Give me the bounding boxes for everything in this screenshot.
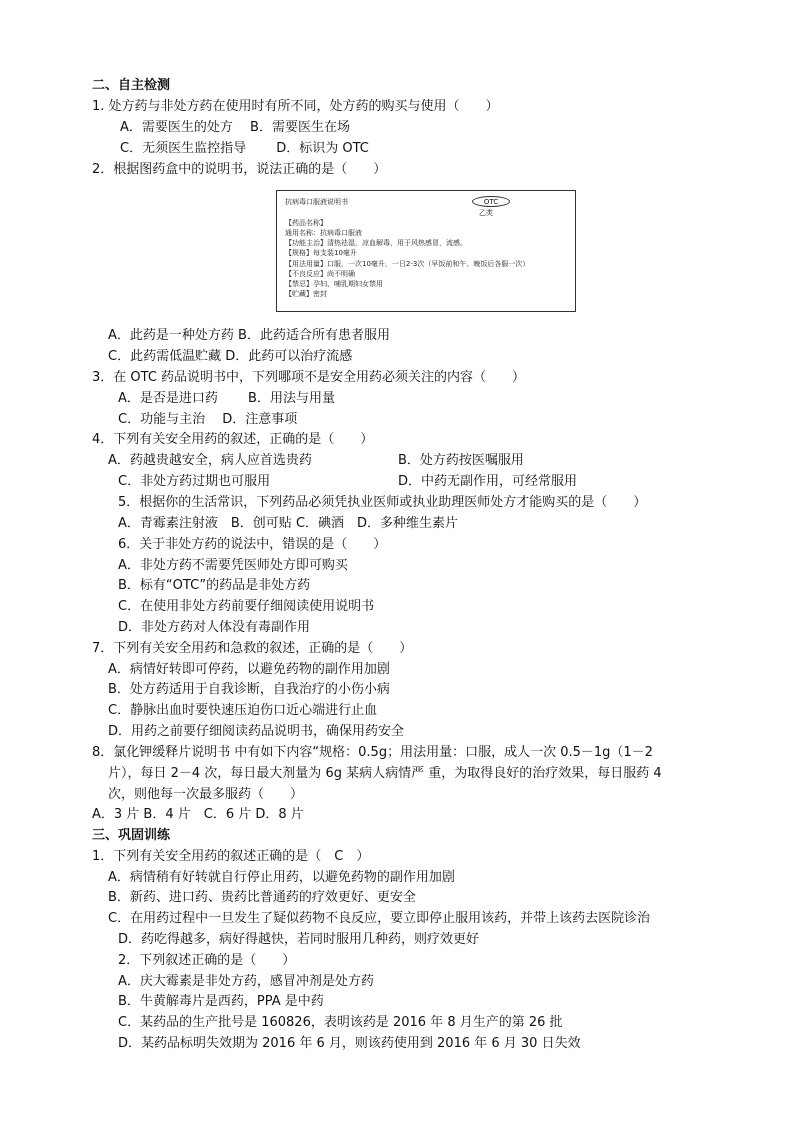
question-7-option-c: C．静脉出血时要快速压迫伤口近心端进行止血 [108,703,378,718]
question-1-options-cd: C．无须医生监控指导 D．标识为 OTC [120,141,369,156]
question-8-line-2: 片），每日 2－4 次，每日最大剂量为 6g 某病人病情严 重，为取得良好的治疗效果，每日服药 4 [108,766,662,781]
otc-mark: OTC [472,196,510,207]
question-7-stem: 7．下列有关安全用药和急救的叙述，正确的是（ ） [92,641,413,656]
question-3-options-cd: C．功能与主治 D．注意事项 [118,412,298,427]
question-4-option-a: A．药越贵越安全，病人应首选贵药 [108,453,312,468]
question-6-option-d: D．非处方药对人体没有毒副作用 [118,620,311,635]
question-4-stem: 4．下列有关安全用药的叙述，正确的是（ ） [92,432,374,447]
question-2-stem: 2．根据图药盒中的说明书，说法正确的是（ ） [92,162,387,177]
leaflet-line: 【功能主治】清热祛湿，凉血解毒，用于风热感冒，流感。 [285,239,467,247]
question-6-option-b: B．标有“OTC”的药品是非处方药 [118,578,311,593]
question-7-option-d: D．用药之前要仔细阅读药品说明书，确保用药安全 [108,724,405,739]
leaflet-line: 【药品名称】 [285,219,327,227]
question-2-options-cd: C．此药需低温贮藏 D．此药可以治疗流感 [108,349,353,364]
question-5-options: A．青霉素注射液 B．创可贴 C．碘酒 D．多种维生素片 [118,516,459,531]
question-4-option-c: C．非处方药过期也可服用 [118,474,271,489]
question-8-options: A．3 片 B．4 片 C．6 片 D．8 片 [92,807,304,822]
practice-2-option-d: D．某药品标明失效期为 2016 年 6 月，则该药使用到 2016 年 6 月 30 日失效 [118,1036,581,1051]
leaflet-line: 【规格】每支装10毫升 [285,249,357,257]
practice-1-option-a: A．病情稍有好转就自行停止用药，以避免药物的副作用加剧 [108,870,455,885]
practice-2-option-c: C．某药品的生产批号是 160826，表明该药是 2016 年 8 月生产的第 26 批 [118,1015,563,1030]
leaflet-line: 【禁忌】孕妇、哺乳期妇女禁用 [285,280,383,288]
leaflet-title: 抗病毒口服液说明书 [285,198,348,206]
question-6-option-a: A．非处方药不需要凭医师处方即可购买 [118,558,348,573]
practice-2-option-b: B．牛黄解毒片是西药，PPA 是中药 [118,994,324,1009]
question-5-stem: 5．根据你的生活常识，下列药品必须凭执业医师或执业助理医师处方才能购买的是（ ） [118,495,647,510]
question-3-stem: 3．在 OTC 药品说明书中，下列哪项不是安全用药必须关注的内容（ ） [92,370,526,385]
leaflet-line: 【不良反应】尚不明确 [285,270,355,278]
question-7-option-b: B．处方药适用于自我诊断，自我治疗的小伤小病 [108,682,390,697]
otc-class: 乙类 [479,209,493,217]
practice-2-stem: 2．下列叙述正确的是（ ） [118,953,296,968]
question-8-line-1: 8．氯化钾缓释片说明书 中有如下内容“规格：0.5g；用法用量：口服，成人一次 0.5－1g（1－2 [92,745,653,760]
question-2-options-ab: A．此药是一种处方药 B．此药适合所有患者服用 [108,328,390,343]
practice-2-option-a: A．庆大霉素是非处方药，感冒冲剂是处方药 [118,974,374,989]
question-1-options-ab: A．需要医生的处方 B．需要医生在场 [120,120,350,135]
question-1-stem: 1. 处方药与非处方药在使用时有所不同，处方药的购买与使用（ ） [92,99,499,114]
question-7-option-a: A．病情好转即可停药，以避免药物的副作用加剧 [108,662,390,677]
medicine-leaflet-figure [276,190,576,312]
question-4-option-b: B．处方药按医嘱服用 [398,453,524,468]
question-6-stem: 6．关于非处方药的说法中，错误的是（ ） [118,537,387,552]
question-8-line-3: 次，则他每一次最多服药（ ） [108,787,304,802]
question-4-option-d: D．中药无副作用，可经常服用 [398,474,578,489]
section-heading-self-check: 二、自主检测 [92,78,171,93]
question-3-options-ab: A．是否是进口药 B．用法与用量 [118,391,335,406]
section-heading-consolidation: 三、巩固训练 [92,828,171,843]
practice-1-option-c: C．在用药过程中一旦发生了疑似药物不良反应，要立即停止服用该药，并带上该药去医院诊治 [108,911,651,926]
practice-1-option-b: B．新药、进口药、贵药比普通药的疗效更好、更安全 [108,890,416,905]
leaflet-line: 【贮藏】密封 [285,290,327,298]
leaflet-line: 【用法用量】口服，一次10毫升，一日2-3次（早饭前和午、晚饭后各服一次） [285,260,530,268]
practice-1-option-d: D．药吃得越多，病好得越快，若同时服用几种药，则疗效更好 [118,932,480,947]
question-6-option-c: C．在使用非处方药前要仔细阅读使用说明书 [118,599,375,614]
leaflet-line: 通用名称：抗病毒口服液 [285,229,362,237]
practice-1-stem: 1．下列有关安全用药的叙述正确的是（ C ） [92,849,370,864]
